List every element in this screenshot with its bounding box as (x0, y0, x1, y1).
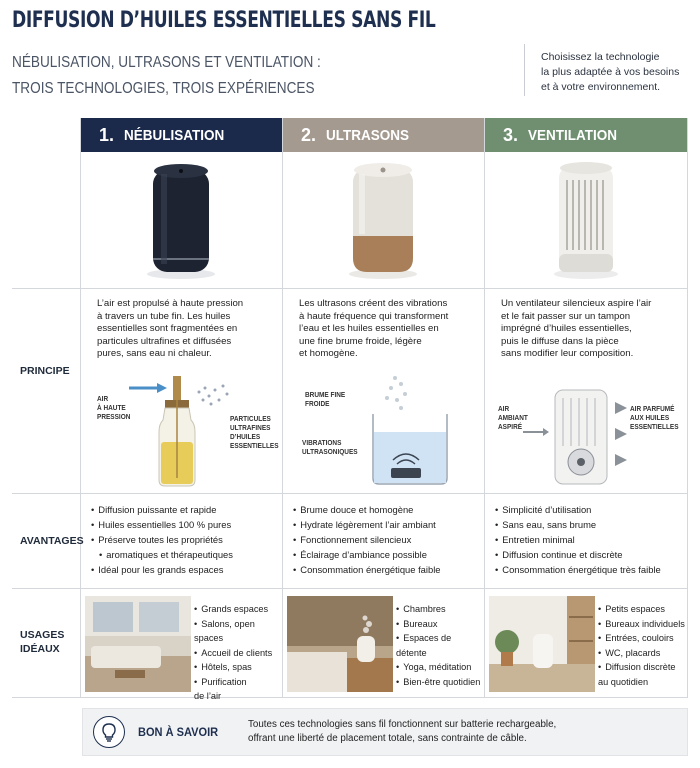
list-item: • Consommation énergétique très faible (495, 562, 661, 577)
list-item: • Bureaux (396, 617, 484, 632)
list-item: • Éclairage d’ambiance possible (293, 547, 441, 562)
text-line: une fine brume froide, légère (299, 335, 422, 347)
ultrasonic-diffuser-image (283, 154, 484, 286)
row-label-avantages: AVANTAGES (20, 535, 84, 547)
page-subtitle (12, 50, 321, 102)
column-number: 1. (99, 124, 115, 145)
bedroom-photo (287, 596, 393, 692)
living-room-photo (85, 596, 191, 692)
text-line: et homogène. (299, 348, 358, 359)
side-note-line: la plus adaptée à vos besoins (541, 66, 680, 78)
column-header-ventilation (485, 118, 687, 152)
list-item: • Sans eau, sans brume (495, 517, 661, 532)
principe-text-ultrasons (299, 298, 479, 361)
list-item: • Préserve toutes les propriétés (91, 532, 233, 547)
text-line: Toutes ces technologies sans fil fonctionnent sur batterie rechargeable, (248, 719, 557, 730)
grid-line (12, 288, 688, 289)
lightbulb-icon (93, 716, 125, 748)
diagram-label-vibrations (302, 438, 358, 456)
ventilation-diffuser-image (485, 154, 687, 286)
text-line: PARTICULES (230, 414, 271, 423)
text-line: à haute fréquence qui transforment (299, 310, 449, 322)
text-line: ULTRAFINES (230, 423, 271, 432)
diagram-label-mist (305, 390, 345, 408)
text-line: l’eau et les huiles essentielles en (299, 323, 439, 334)
advantages-list-nebulisation (91, 502, 233, 577)
diagram-label-air-pressure (97, 394, 130, 421)
text-line: essentielles sont fragmentées en (97, 323, 238, 334)
row-label-principe: PRINCIPE (20, 365, 70, 377)
text-line: ULTRASONIQUES (302, 447, 358, 456)
list-item: • Chambres (396, 602, 484, 617)
list-item: • Brume douce et homogène (293, 502, 441, 517)
list-item: • Entretien minimal (495, 532, 661, 547)
list-item: • Diffusion discrète au quotidien (598, 660, 687, 689)
text-line: particules ultrafines et diffusées (97, 335, 232, 347)
text-line: puis le diffuse dans la pièce (501, 335, 619, 347)
text-line: imprégné d’huiles essentielles, (501, 323, 632, 334)
text-line: FROIDE (305, 399, 330, 408)
column-name: NÉBULISATION (124, 126, 225, 144)
list-item: • Salons, open spaces (194, 617, 280, 646)
principe-text-nebulisation (97, 298, 277, 361)
page-title: DIFFUSION D’HUILES ESSENTIELLES SANS FIL (12, 8, 436, 33)
office-photo (489, 596, 595, 692)
column-header-nebulisation (81, 118, 282, 152)
side-note (541, 50, 691, 95)
tip-box (82, 708, 688, 756)
row-label-line: USAGES (20, 629, 65, 641)
list-item: • Yoga, méditation (396, 660, 484, 675)
list-item: • WC, placards (598, 646, 687, 661)
text-line: à travers un tube fin. Les huiles (97, 310, 231, 322)
text-line: AUX HUILES (630, 413, 670, 422)
subtitle-line-2: TROIS TECHNOLOGIES, TROIS EXPÉRIENCES (12, 80, 315, 97)
text-line: À HAUTE (97, 403, 126, 412)
text-line: offrant une liberté de placement totale, sans contrainte de câble. (248, 733, 527, 744)
text-line: ASPIRÉ (498, 422, 523, 431)
side-note-line: et à votre environnement. (541, 81, 661, 93)
list-item: • Consommation énergétique faible (293, 562, 441, 577)
column-number: 3. (503, 124, 519, 145)
usages-list-ultrasons (396, 602, 484, 689)
list-item: • Petits espaces (598, 602, 687, 617)
text-line: Un ventilateur silencieux aspire l’air (501, 298, 652, 309)
list-item: • Diffusion continue et discrète (495, 547, 661, 562)
text-line: Les ultrasons créent des vibrations (299, 298, 448, 309)
comparison-table (12, 118, 688, 701)
usages-list-nebulisation (194, 602, 280, 704)
subtitle-line-1: NÉBULISATION, ULTRASONS ET VENTILATION : (12, 54, 321, 71)
list-item: • Fonctionnement silencieux (293, 532, 441, 547)
list-item: • Hôtels, spas (194, 660, 280, 675)
grid-line (12, 493, 688, 494)
text-line: PRESSION (97, 412, 131, 421)
list-item: • Accueil de clients (194, 646, 280, 661)
diagram-label-perfumed-air (630, 404, 679, 431)
text-line: AIR PARFUMÉ (630, 404, 675, 413)
diagram-label-particles (230, 414, 279, 450)
column-name: VENTILATION (528, 126, 618, 144)
grid-line (12, 697, 688, 698)
text-line: pures, sans eau ni chaleur. (97, 348, 212, 359)
usages-list-ventilation (598, 602, 687, 689)
text-line: AIR (498, 404, 510, 413)
tip-text (248, 718, 556, 746)
list-item: • Grands espaces (194, 602, 280, 617)
grid-line (687, 118, 688, 698)
nebulizer-diffuser-image (81, 154, 282, 286)
tip-title: BON À SAVOIR (138, 725, 219, 739)
text-line: L’air est propulsé à haute pression (97, 298, 244, 309)
text-line: D’HUILES (230, 432, 261, 441)
advantages-list-ventilation (495, 502, 661, 577)
text-line: AIR (97, 394, 109, 403)
list-item: • Diffusion puissante et rapide (91, 502, 233, 517)
list-item: • Bureaux individuels (598, 617, 687, 632)
principe-text-ventilation (501, 298, 684, 361)
text-line: ESSENTIELLES (230, 441, 279, 450)
grid-line (12, 588, 688, 589)
text-line: ESSENTIELLES (630, 422, 679, 431)
list-item: • Simplicité d’utilisation (495, 502, 661, 517)
text-line: sans modifier leur composition. (501, 348, 634, 359)
list-item-continuation: • aromatiques et thérapeutiques (91, 547, 233, 562)
list-item: • Entrées, couloirs (598, 631, 687, 646)
column-number: 2. (301, 124, 317, 145)
text-line: BRUME FINE (305, 390, 346, 399)
row-label-line: IDÉAUX (20, 643, 60, 655)
row-label-usages (20, 628, 64, 656)
list-item: • Bien-être quotidien (396, 675, 484, 690)
list-item: • Huiles essentielles 100 % pures (91, 517, 233, 532)
text-line: VIBRATIONS (302, 438, 342, 447)
text-line: et le fait passer sur un tampon (501, 310, 631, 322)
advantages-list-ultrasons (293, 502, 441, 577)
list-item: • Espaces de détente (396, 631, 484, 660)
column-name: ULTRASONS (326, 126, 410, 144)
diagram-label-ambient-air (498, 404, 528, 431)
column-header-ultrasons (283, 118, 484, 152)
list-item: • Idéal pour les grands espaces (91, 562, 233, 577)
list-item: • Purification de l’air (194, 675, 252, 704)
ventilation-diagram (485, 372, 687, 490)
side-note-line: Choisissez la technologie (541, 51, 660, 63)
header-divider (524, 44, 525, 96)
text-line: AMBIANT (498, 413, 528, 422)
list-item: • Hydrate légèrement l’air ambiant (293, 517, 441, 532)
